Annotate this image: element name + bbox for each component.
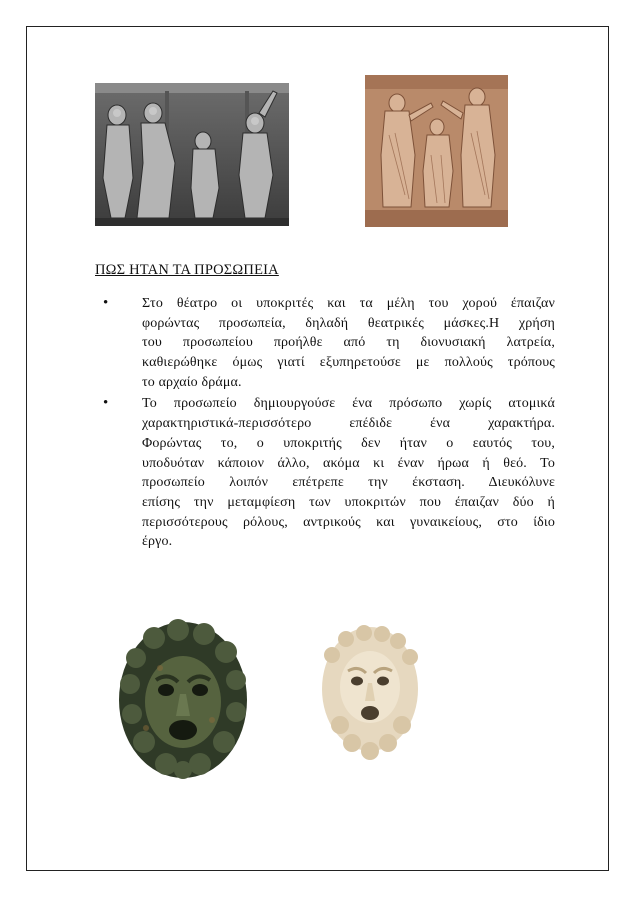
bullet-item	[95, 294, 555, 392]
text-line: έργο.	[142, 534, 173, 550]
bullet-list	[95, 294, 555, 554]
text-line: υποδυόταν κάποιον άλλο, ακόμα κι έναν ήρωα ή θεό. Το	[142, 455, 555, 471]
text-line: • Το προσωπείο δημιουργούσε ένα πρόσωπο χωρίς ατομικά	[142, 396, 555, 412]
marble-mask-image	[318, 625, 423, 763]
section-heading: ΠΩΣ ΗΤΑΝ ΤΑ ΠΡΟΣΩΠΕΙΑ	[95, 262, 279, 278]
text-line: του προσωπείου προήλθε από τη διονυσιακή λατρεία,	[142, 335, 555, 351]
text-line: προσωπείο λοιπόν επέτρεπε την έκσταση. Διευκόλυνε	[142, 475, 555, 491]
text-line: • Στο θέατρο οι υποκριτές και τα μέλη του χορού έπαιζαν	[142, 296, 555, 311]
text-line: επίσης την μεταμφίεση των υποκριτών που έπαιζαν δύο ή	[142, 494, 555, 510]
text-line: περισσότερους ρόλους, αντρικούς και γυναικείους, στο ίδιο	[142, 514, 555, 530]
theatre-relief-gray-image	[95, 83, 289, 226]
text-line: καθιερώθηκε όμως γιατί εξυπηρετούσε με πολλούς τρόπους	[142, 355, 555, 371]
text-line: φορώντας προσωπεία, δηλαδή θεατρικές μάσκες.Η χρήση	[142, 315, 555, 331]
text-line: χαρακτηριστικά-περισσότερο επέδιδε ένα χαρακτήρα.	[142, 416, 555, 432]
text-line: Φορώντας το, ο υποκριτής δεν ήταν ο εαυτός του,	[142, 435, 555, 451]
bullet-item	[95, 394, 555, 552]
bronze-mask-image	[116, 618, 251, 782]
text-line: το αρχαίο δράμα.	[142, 374, 242, 390]
theatre-relief-terracotta-image	[365, 75, 508, 227]
